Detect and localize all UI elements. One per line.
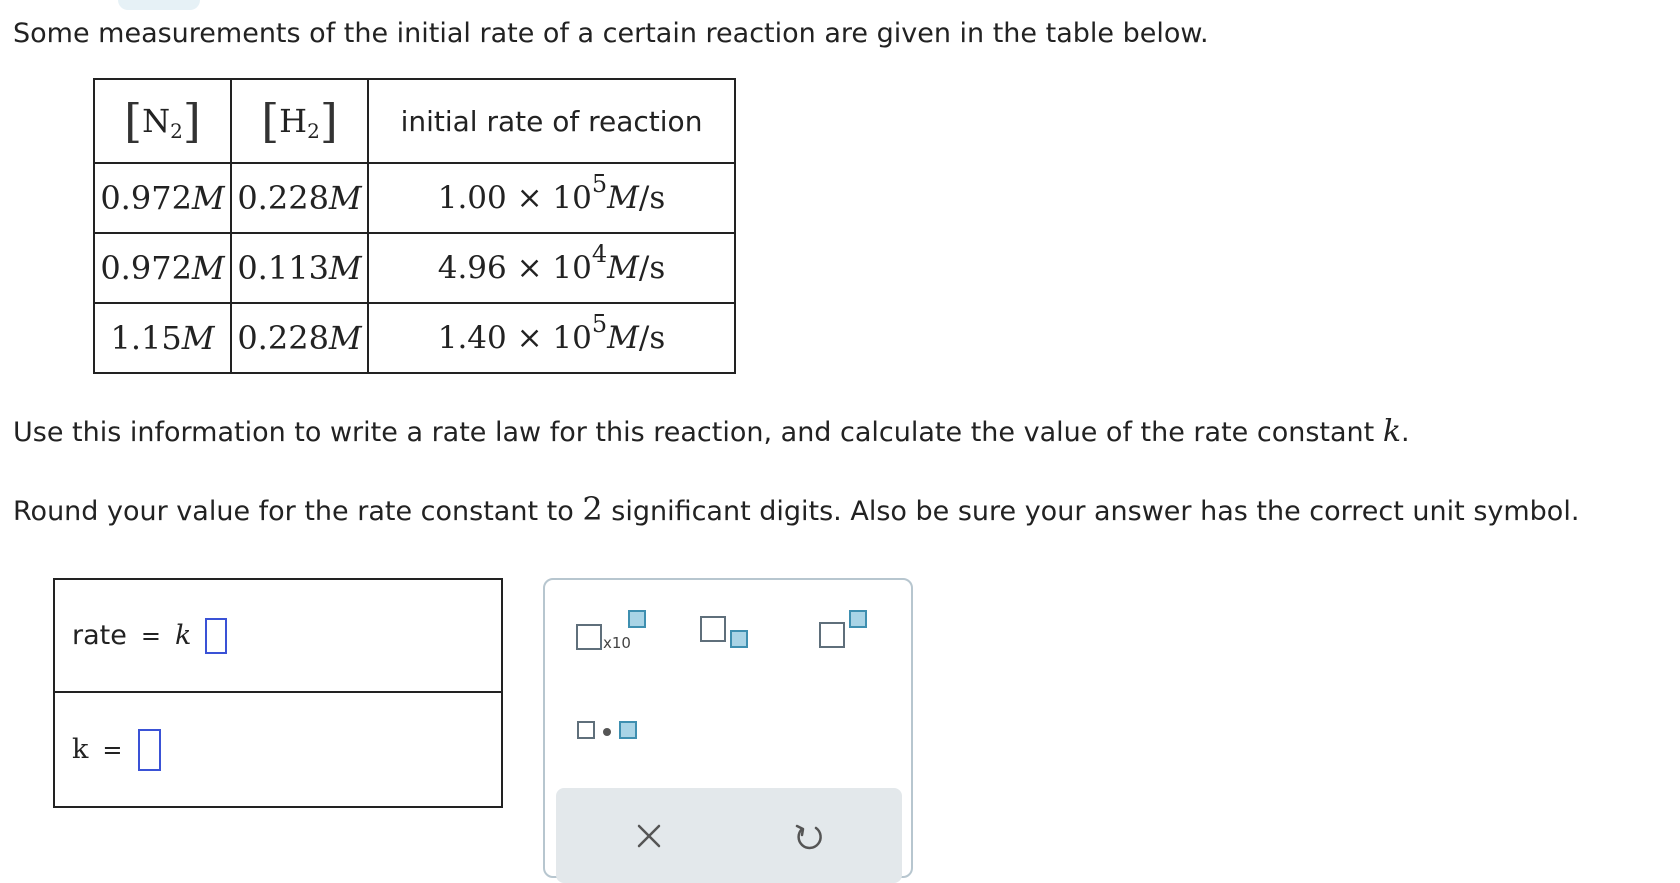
base-box-icon	[700, 616, 726, 642]
cell-n2: 1.15M	[94, 303, 231, 373]
k-variable: k	[1382, 414, 1402, 449]
equals-sign: =	[102, 735, 123, 764]
base-box-icon	[576, 624, 602, 650]
top-tab	[118, 0, 200, 10]
undo-button[interactable]	[789, 816, 829, 856]
cell-rate: $1.40 \times 10^5M/s$	[368, 303, 735, 373]
k-symbol: k	[174, 620, 192, 651]
answer-box	[53, 578, 503, 808]
equals-sign: =	[140, 621, 161, 650]
subscript-box-icon	[730, 630, 748, 648]
multiply-dot-button[interactable]	[577, 718, 647, 758]
rate-law-row	[55, 580, 501, 693]
header-h2: [ H 2 ]	[231, 79, 368, 163]
dot-icon	[603, 728, 611, 736]
exponent-box-icon	[628, 610, 646, 628]
superscript-box-icon	[849, 610, 867, 628]
k-label: k	[72, 734, 89, 765]
cell-h2: 0.228M	[231, 303, 368, 373]
table-row	[94, 163, 735, 233]
math-keypad	[543, 578, 913, 878]
clear-button[interactable]	[629, 816, 669, 856]
rate-table	[93, 78, 736, 374]
cell-rate: $4.96 \times 10^4M/s$	[368, 233, 735, 303]
cell-n2: 0.972M	[94, 233, 231, 303]
table-row	[94, 303, 735, 373]
keypad-action-bar	[556, 788, 902, 883]
cell-h2: 0.228M	[231, 163, 368, 233]
rate-label: rate	[72, 620, 127, 651]
x10-label: x10	[603, 634, 631, 652]
superscript-button[interactable]	[819, 610, 879, 670]
cell-h2: 0.113M	[231, 233, 368, 303]
base-box-icon	[819, 622, 845, 648]
close-icon	[629, 816, 669, 856]
instruction-rate-law: Use this information to write a rate law for this reaction, and calculate the value of the rate constant k.	[13, 414, 1410, 449]
instruction-round: Round your value for the rate constant to 2 significant digits. Also be sure your answer has the correct unit symbol.	[13, 490, 1580, 528]
header-rate: initial rate of reaction	[368, 79, 735, 163]
table-row	[94, 233, 735, 303]
table-header-row	[94, 79, 735, 163]
k-value-input[interactable]	[138, 729, 161, 771]
k-value-row	[55, 693, 501, 806]
undo-icon	[789, 816, 829, 856]
cell-rate: $1.00 \times 10^5M/s$	[368, 163, 735, 233]
cell-n2: 0.972M	[94, 163, 231, 233]
right-box-icon	[619, 721, 637, 739]
scientific-notation-button[interactable]	[575, 610, 665, 670]
intro-text: Some measurements of the initial rate of a certain reaction are given in the table below.	[13, 18, 1209, 49]
subscript-button[interactable]	[700, 610, 760, 670]
header-n2: [ N 2 ]	[94, 79, 231, 163]
left-box-icon	[577, 721, 595, 739]
rate-law-input[interactable]	[205, 618, 227, 654]
